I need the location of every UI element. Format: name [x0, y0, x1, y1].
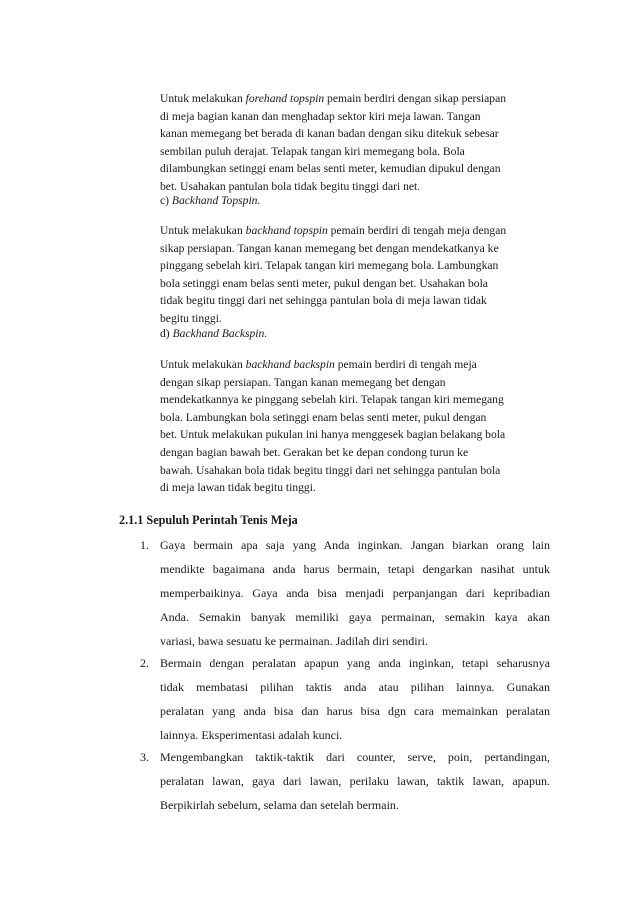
paragraph-line: di meja bagian kanan dan menghadap sektor kiri meja lawan. Tangan: [160, 109, 481, 123]
list-item-line: Gaya bermain apa saja yang Anda inginkan. Jangan biarkan orang lain: [160, 538, 550, 552]
paragraph-line: dengan bagian bawah bet. Gerakan bet ke depan condong turun ke: [160, 445, 469, 459]
list-item-line: memperbaikinya. Gaya anda bisa menjadi perpanjangan dari kepribadian: [160, 586, 550, 600]
list-item-line: peralatan lawan, gaya dari lawan, perilaku lawan, taktik lawan, apapun.: [160, 774, 550, 788]
paragraph-line: Untuk melakukan forehand topspin pemain berdiri dengan sikap persiapan: [160, 92, 507, 105]
list-item-line: lainnya. Eksperimentasi adalah kunci.: [160, 728, 343, 742]
paragraph-line: sikap persiapan. Tangan kanan memegang bet dengan mendekatkanya ke: [160, 241, 499, 255]
paragraph-line: bola setinggi enam belas senti meter, pukul dengan bet. Usahakan bola: [160, 276, 488, 290]
list-item-number: 1.: [140, 538, 149, 552]
list-item-line: peralatan yang anda bisa dan harus bisa dgn cara memainkan peralatan: [160, 704, 550, 718]
paragraph-line: kanan memegang bet berada di kanan badan dengan siku ditekuk sebesar: [160, 127, 499, 141]
paragraph-line: tidak begitu tinggi dari net sehingga pantulan bola di meja lawan tidak: [160, 294, 487, 308]
list-item-number: 2.: [140, 656, 149, 670]
list-item-line: Berpikirlah sebelum, selama dan setelah bermain.: [160, 798, 399, 812]
paragraph-line: di meja lawan tidak begitu tinggi.: [160, 481, 316, 495]
section-title: 2.1.1 Sepuluh Perintah Tenis Meja: [119, 513, 298, 527]
paragraph-line: pinggang sebelah kiri. Telapak tangan kiri memegang bola. Lambungkan: [160, 259, 499, 273]
list-item-line: mendikte bagaimana anda harus bermain, tetapi dengarkan nasihat untuk: [160, 562, 550, 576]
paragraph-line: Untuk melakukan backhand backspin pemain berdiri di tengah meja: [160, 358, 477, 371]
list-item-line: Anda. Semakin banyak memiliki gaya permainan, semakin kaya akan: [160, 610, 550, 624]
paragraph-line: bet. Untuk melakukan pukulan ini hanya menggesek bagian belakang bola: [160, 428, 506, 442]
subheading-backhand-topspin: c) Backhand Topspin.: [160, 194, 261, 207]
paragraph-line: bet. Usahakan pantulan bola tidak begitu tinggi dari net.: [160, 179, 421, 193]
paragraph-line: sembilan puluh derajat. Telapak tangan kiri memegang bola. Bola: [160, 144, 465, 158]
paragraph-line: mendekatkannya ke pinggang sebelah kiri. Telapak tangan kiri memegang: [160, 393, 504, 407]
paragraph-backhand-backspin: [160, 356, 550, 497]
list-item-line: tidak membatasi pilihan taktis anda atau pilihan lainnya. Gunakan: [160, 680, 550, 694]
list-item-line: Mengembangkan taktik-taktik dari counter, serve, poin, pertandingan,: [160, 750, 550, 764]
paragraph-forehand-topspin: [160, 90, 550, 196]
subheading-backhand-backspin: d) Backhand Backspin.: [160, 327, 268, 340]
paragraph-line: dilambungkan setinggi enam belas senti meter, kemudian dipukul dengan: [160, 162, 501, 176]
paragraph-line: bola. Lambungkan bola setinggi enam belas senti meter, pukul dengan: [160, 410, 487, 424]
list-item-line: variasi, bawa sesuatu ke permainan. Jadilah diri sendiri.: [160, 634, 428, 648]
list-item-number: 3.: [140, 750, 149, 764]
list-item-line: Bermain dengan peralatan apapun yang anda inginkan, tetapi seharusnya: [160, 656, 550, 670]
paragraph-line: begitu tinggi.: [160, 311, 222, 325]
paragraph-line: Untuk melakukan backhand topspin pemain berdiri di tengah meja dengan: [160, 224, 507, 237]
paragraph-backhand-topspin: [160, 222, 550, 328]
paragraph-line: dengan sikap persiapan. Tangan kanan memegang bet dengan: [160, 375, 446, 389]
paragraph-line: bawah. Usahakan bola tidak begitu tinggi dari net sehingga pantulan bola: [160, 463, 501, 477]
